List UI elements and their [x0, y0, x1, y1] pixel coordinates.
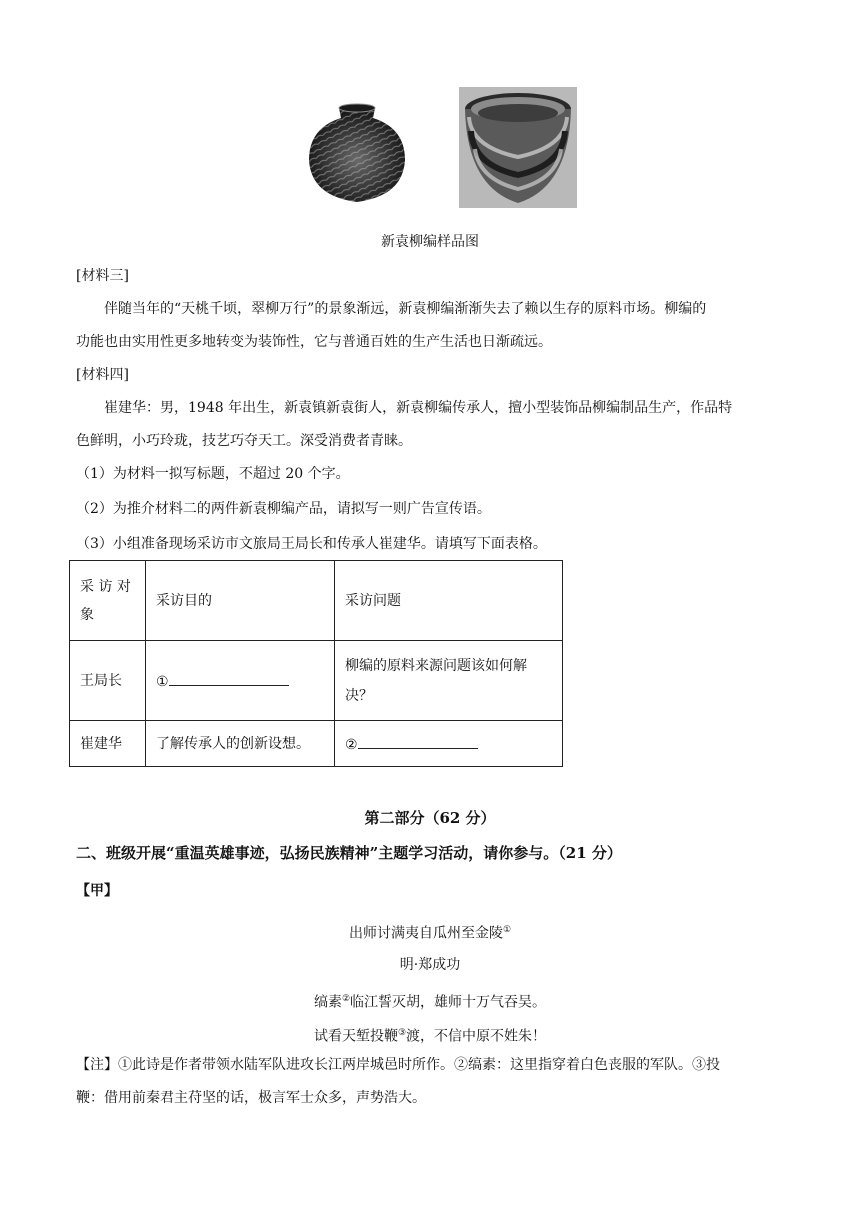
poem-note-3: ③ [397, 1028, 407, 1038]
table-row [70, 721, 563, 767]
poem-note-2: ② [341, 994, 351, 1004]
material4-line2: 色鲜明，小巧玲珑，技艺巧夺天工。深受消费者青睐。 [76, 433, 412, 449]
poem-line-1b: 临江誓灭胡，雄师十万气吞吴。 [350, 994, 547, 1011]
answer-blank-2[interactable] [358, 733, 478, 749]
material4-line1: 崔建华：男，1948 年出生，新袁镇新袁街人，新袁柳编传承人，擅小型装饰品柳编制品生产，作品特 [104, 400, 733, 416]
bowl-basket-image [459, 87, 577, 208]
vase-basket-image [297, 98, 417, 208]
header-target-line2: 象 [80, 606, 94, 623]
interview-table [69, 560, 563, 767]
answer-blank-1[interactable] [169, 670, 289, 686]
figure-caption: 新袁柳编样品图 [381, 234, 479, 250]
question-2: （2）为推介材料二的两件新袁柳编产品，请拟写一则广告宣传语。 [76, 501, 491, 517]
section-heading: 二、班级开展“重温英雄事迹，弘扬民族精神”主题学习活动，请你参与。（21 分） [76, 844, 622, 862]
question-3: （3）小组准备现场采访市文旅局王局长和传承人崔建华。请填写下面表格。 [76, 536, 547, 552]
header-target-line1: 采 访 对 [80, 578, 131, 595]
poem-title [0, 920, 860, 944]
question-line2: 决？ [345, 687, 373, 704]
poem-title-text: 出师讨满夷自瓜州至金陵 [348, 925, 503, 942]
poem-line-1 [0, 989, 860, 1013]
table-header-row [70, 561, 563, 641]
notes-line2: 鞭：借用前秦君主苻坚的话，极言军士众多，声势浩大。 [76, 1090, 426, 1106]
table-header-cell [70, 561, 146, 641]
table-cell-target: 王局长 [70, 641, 146, 721]
blank-marker: ② [345, 736, 358, 753]
poem-line-2 [0, 1023, 860, 1047]
material3-line1: 伴随当年的“天桃千顷，翠柳万行”的景象渐远，新袁柳编渐渐失去了赖以生存的原料市场。柳编的 [104, 301, 707, 317]
table-row [70, 641, 563, 721]
question-line1: 柳编的原料来源问题该如何解 [345, 657, 527, 674]
poem-line-2b: 渡，不信中原不姓朱！ [406, 1028, 547, 1045]
poem-line-1a: 缟素 [313, 994, 342, 1011]
material3-heading: [材料三] [76, 268, 129, 284]
table-cell-target: 崔建华 [70, 721, 146, 767]
part2-title: 第二部分（62 分） [364, 809, 496, 827]
material4-heading: [材料四] [76, 367, 129, 383]
poem-author: 明·郑成功 [399, 957, 461, 973]
table-cell-question [335, 641, 563, 721]
table-header-cell: 采访问题 [335, 561, 563, 641]
notes-line1: 【注】①此诗是作者带领水陆军队进攻长江两岸城邑时所作。②缟素：这里指穿着白色丧服的军队。③投 [76, 1057, 720, 1073]
poem-line-2a: 试看天堑投鞭 [313, 1028, 398, 1045]
table-cell-purpose [146, 641, 335, 721]
label-jia: 【甲】 [76, 883, 118, 899]
question-1: （1）为材料一拟写标题，不超过 20 个字。 [76, 466, 350, 482]
material3-line2: 功能也由实用性更多地转变为装饰性，它与普通百姓的生产生活也日渐疏远。 [76, 334, 552, 350]
blank-marker: ① [156, 673, 169, 690]
poem-title-note: ① [502, 925, 512, 935]
table-cell-purpose: 了解传承人的创新设想。 [146, 721, 335, 767]
table-header-cell: 采访目的 [146, 561, 335, 641]
table-cell-question [335, 721, 563, 767]
